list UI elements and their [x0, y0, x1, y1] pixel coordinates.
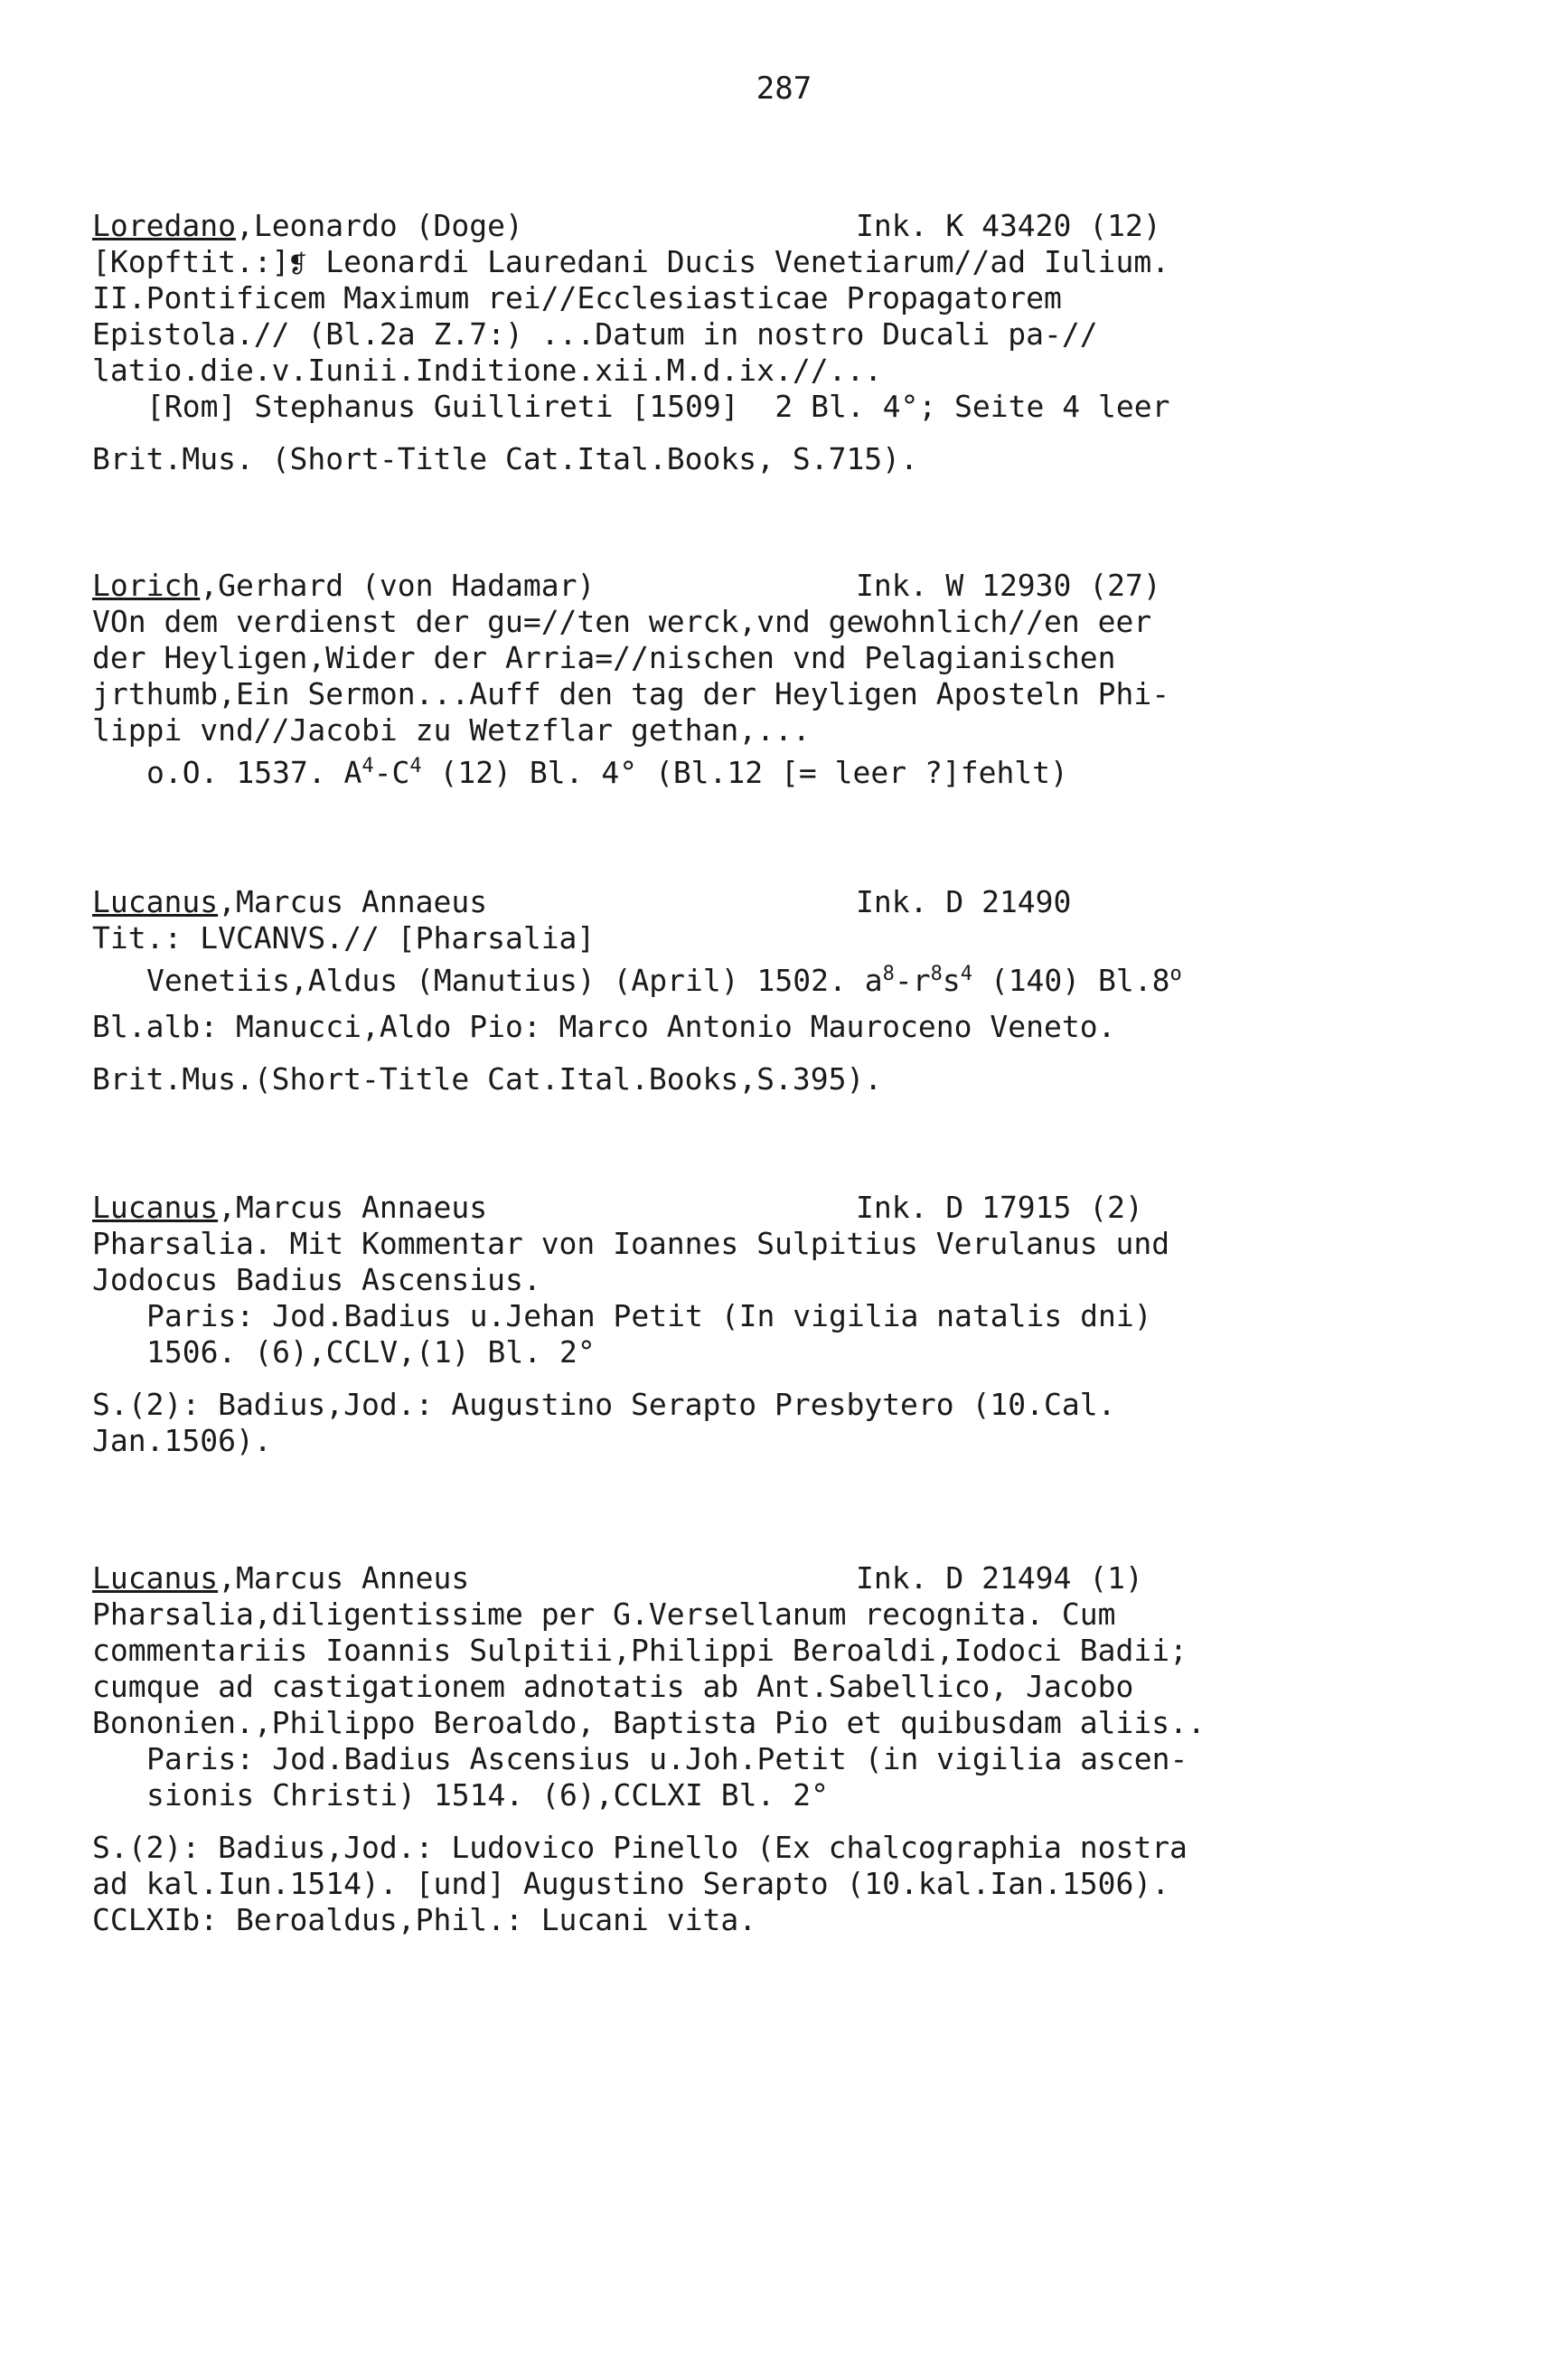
catalog-entry-lucanus-1 — [92, 884, 1285, 1097]
title-line: jrthumb,Ein Sermon...Auff den tag der Heyligen Aposteln Phi- — [92, 676, 1170, 711]
title-line: Jodocus Badius Ascensius. — [92, 1262, 541, 1297]
catalog-entry-lorich — [92, 568, 1285, 790]
note-line: ad kal.Iun.1514). [und] Augustino Serapto (10.kal.Ian.1506). — [92, 1866, 1170, 1901]
imprint-text: -r — [894, 963, 931, 998]
author-surname: Lucanus — [92, 1190, 219, 1225]
catalog-entry-lucanus-3 — [92, 1560, 1285, 1938]
entry-heading — [92, 568, 1285, 604]
imprint-line: Paris: Jod.Badius Ascensius u.Joh.Petit (in vigilia ascen- — [146, 1741, 1188, 1776]
note-line: S.(2): Badius,Jod.: Augustino Serapto Presbytero (10.Cal. — [92, 1387, 1116, 1422]
title-line: Bononien.,Philippo Beroaldo, Baptista Pio et quibusdam aliis.. — [92, 1705, 1206, 1740]
signature-superscript: 8 — [882, 963, 895, 985]
imprint-text: Venetiis,Aldus (Manutius) (April) 1502. a — [146, 963, 883, 998]
note-line: Jan.1506). — [92, 1423, 272, 1458]
catalog-entry-loredano — [92, 208, 1285, 477]
note-line: Brit.Mus.(Short-Title Cat.Ital.Books,S.395). — [92, 1061, 883, 1097]
entry-heading — [92, 884, 1285, 920]
shelfmark: Ink. D 17915 (2) — [856, 1190, 1143, 1225]
imprint-line: Paris: Jod.Badius u.Jehan Petit (In vigilia natalis dni) — [146, 1298, 1152, 1333]
title-line: commentariis Ioannis Sulpitii,Philippi Beroaldi,Iodoci Badii; — [92, 1633, 1188, 1668]
imprint-text: (140) Bl.8 — [972, 963, 1170, 998]
catalog-entry-lucanus-2 — [92, 1190, 1285, 1459]
imprint-line — [92, 956, 1285, 998]
title-line: cumque ad castigationem adnotatis ab Ant.Sabellico, Jacobo — [92, 1669, 1134, 1704]
imprint-text: s — [942, 963, 961, 998]
title-line: latio.die.v.Iunii.Inditione.xii.M.d.ix.//... — [92, 353, 883, 388]
title-line: VOn dem verdienst der gu=//ten werck,vnd gewohnlich//en eer — [92, 604, 1152, 639]
title-line: [Kopftit.:]❡ Leonardi Lauredani Ducis Venetiarum//ad Iulium. — [92, 244, 1170, 279]
signature-superscript: 4 — [960, 963, 972, 985]
entry-heading — [92, 1560, 1285, 1596]
note-line: S.(2): Badius,Jod.: Ludovico Pinello (Ex chalcographia nostra — [92, 1830, 1188, 1865]
entry-heading — [92, 1190, 1285, 1226]
shelfmark: Ink. K 43420 (12) — [856, 208, 1161, 243]
author-surname: Lucanus — [92, 1560, 219, 1596]
imprint-text: -C — [373, 755, 410, 790]
title-line: II.Pontificem Maximum rei//Ecclesiasticae Propagatorem — [92, 280, 1062, 316]
author-rest: ,Marcus Anneus — [218, 1560, 470, 1596]
imprint-text: o.O. 1537. A — [146, 755, 362, 790]
signature-superscript: 8 — [930, 963, 943, 985]
title-line: Pharsalia,diligentissime per G.Versellanum recognita. Cum — [92, 1596, 1116, 1632]
entry-heading — [92, 208, 1285, 244]
author-rest: ,Marcus Annaeus — [218, 1190, 488, 1225]
title-line: Tit.: LVCANVS.// [Pharsalia] — [92, 920, 596, 956]
shelfmark: Ink. D 21494 (1) — [856, 1560, 1143, 1596]
author-surname: Lucanus — [92, 884, 219, 919]
author-rest: ,Leonardo (Doge) — [235, 208, 523, 243]
author-rest: ,Marcus Annaeus — [218, 884, 488, 919]
imprint-line — [92, 749, 1285, 790]
imprint-line: sionis Christi) 1514. (6),CCLXI Bl. 2° — [146, 1777, 829, 1813]
author-rest: ,Gerhard (von Hadamar) — [200, 568, 596, 603]
signature-superscript: 4 — [409, 755, 422, 777]
note-line: Brit.Mus. (Short-Title Cat.Ital.Books, S.715). — [92, 441, 918, 476]
author-surname: Loredano — [92, 208, 236, 243]
author-surname: Lorich — [92, 568, 201, 603]
page-number: 287 — [756, 71, 812, 107]
shelfmark: Ink. D 21490 — [856, 884, 1072, 919]
title-line: der Heyligen,Wider der Arria=//nischen vnd Pelagianischen — [92, 640, 1116, 675]
note-line: Bl.alb: Manucci,Aldo Pio: Marco Antonio Mauroceno Veneto. — [92, 1009, 1116, 1044]
imprint-line: [Rom] Stephanus Guillireti [1509] 2 Bl. 4°; Seite 4 leer — [146, 389, 1170, 424]
note-line: CCLXIb: Beroaldus,Phil.: Lucani vita. — [92, 1902, 757, 1937]
imprint-line: 1506. (6),CCLV,(1) Bl. 2° — [146, 1334, 596, 1370]
imprint-text: (12) Bl. 4° (Bl.12 [= leer ?]fehlt) — [421, 755, 1068, 790]
title-line: lippi vnd//Jacobi zu Wetzflar gethan,... — [92, 712, 811, 748]
format-superscript: o — [1169, 963, 1182, 985]
signature-superscript: 4 — [361, 755, 374, 777]
title-line: Epistola.// (Bl.2a Z.7:) ...Datum in nostro Ducali pa-// — [92, 316, 1098, 352]
title-line: Pharsalia. Mit Kommentar von Ioannes Sulpitius Verulanus und — [92, 1226, 1170, 1261]
shelfmark: Ink. W 12930 (27) — [856, 568, 1161, 603]
